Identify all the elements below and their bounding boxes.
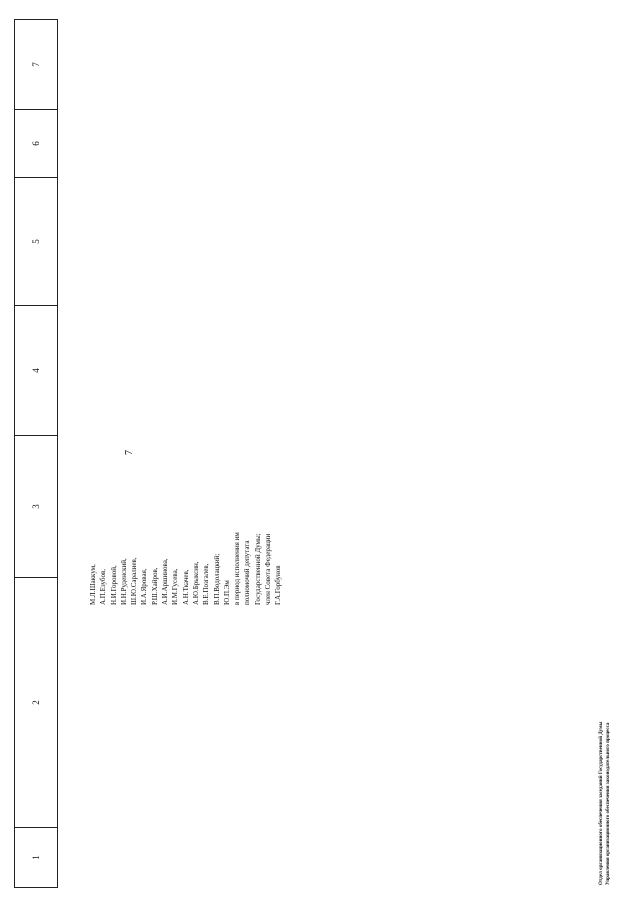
list-item: И.А.Яровая,: [140, 568, 149, 605]
list-item: Ш.Ю.Саралиев,: [130, 557, 139, 605]
column-number-table: [14, 19, 58, 888]
table-header-row: [15, 20, 58, 888]
list-item: Государственной Думы;: [253, 533, 262, 605]
list-item: А.Ю.Брыксин,: [191, 561, 200, 605]
list-item: Н.И.Горовой,: [109, 565, 118, 605]
list-item: полномочий депутата: [243, 540, 252, 605]
list-item: А.Н.Ткачев,: [181, 569, 190, 605]
list-item: А.П.Езубов,: [99, 568, 108, 605]
column-header-1: 1: [15, 828, 58, 888]
column-header-6: 6: [15, 110, 58, 178]
list-item: В.Е.Позгалев,: [202, 563, 211, 605]
column-header-5: 5: [15, 178, 58, 306]
list-item: в период исполнения им: [233, 532, 242, 605]
list-item: И.Н.Руденский,: [119, 558, 128, 605]
list-item: Р.Ш.Хайров,: [150, 567, 159, 605]
column-header-7: 7: [15, 20, 58, 110]
column-header-3: 3: [15, 436, 58, 578]
list-item: Г.А.Горбунов: [274, 565, 283, 605]
list-item: М.Л.Шаккум,: [89, 564, 97, 605]
list-item: В.П.Водолацкий;: [212, 553, 221, 605]
list-item: член Совета Федерации: [264, 533, 273, 605]
list-item: Ю.П.Эм: [222, 580, 231, 605]
list-item: И.М.Гусева,: [171, 568, 180, 605]
list-item: А.И.Аршинова,: [161, 558, 170, 605]
footer-department: [598, 722, 612, 885]
column-header-4: 4: [15, 306, 58, 436]
column-3-member-list: [88, 405, 284, 605]
column-header-2: 2: [15, 578, 58, 828]
page-number: 7: [124, 450, 135, 455]
footer-line-1: Отдел организационного обеспечения заседаний Государственной Думы: [599, 721, 604, 885]
footer-line-2: Управления организационного обеспечения законодательного процесса: [606, 722, 611, 885]
